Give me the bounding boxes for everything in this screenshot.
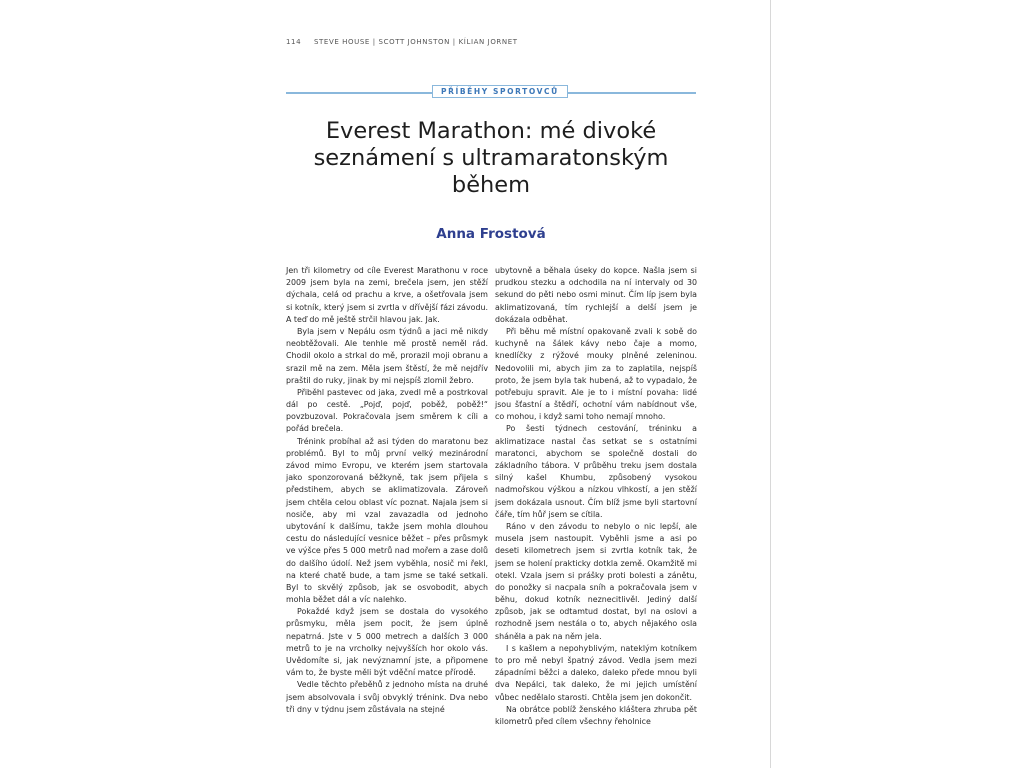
header-authors: STEVE HOUSE | SCOTT JOHNSTON | KÍLIAN JORNET [314,38,518,46]
title-line: Everest Marathon: mé divoké [325,118,657,144]
text-column-left [286,265,488,716]
paragraph: Při běhu mě místní opakovaně zvali k sobě do kuchyně na šálek kávy nebo čaje a momo, knedlíčky z rýžové mouky plněné zeleninou. Nedovolili mi, abych jim za to zaplatila, nejspíš proto, že jsem byla tak hubená, až to vypadalo, že potřebuju spravit. Ale je to i místní povaha: lidé jsou šťastní a štědří, ochotní vám nabídnout vše, co mohou, i když sami toho nemají mnoho. [495,326,697,422]
running-header [286,38,518,46]
article-title [290,118,692,199]
article-author: Anna Frostová [436,226,546,242]
paragraph: Jen tři kilometry od cíle Everest Marathonu v roce 2009 jsem byla na zemi, brečela jsem, jen stěží dýchala, celá od prachu a krve, a ošetřovala jsem si kotník, který jsem si zvrtla v dřívější fázi závodu. A teď do mě ještě strčil hlavou jak. Jak. [286,266,488,324]
title-line: seznámení s ultramaratonským [313,145,669,171]
paragraph: Přiběhl pastevec od jaka, zvedl mě a postrkoval dál po cestě. „Pojď, pojď, poběž, poběž!“ povzbuzoval. Pokračovala jsem směrem k cíli a pořád brečela. [286,387,488,434]
paragraph: Vedle těchto přeběhů z jednoho místa na druhé jsem absolvovala i svůj obvyklý trénink. Dva nebo tři dny v týdnu jsem zůstávala na stejné [286,680,488,714]
paragraph: ubytovně a běhala úseky do kopce. Našla jsem si prudkou stezku a odchodila na ní intervaly od 30 sekund do pěti nebo osmi minut. Čím líp jsem byla aklimatizovaná, tím rychlejší a delší jsem je dokázala odběhat. [495,266,697,324]
page-number: 114 [286,38,302,46]
page-edge [770,0,771,768]
paragraph: Na obrátce poblíž ženského kláštera zhruba pět kilometrů před cílem všechny řeholnice [495,704,697,726]
section-label: PŘÍBĚHY SPORTOVCŮ [432,85,568,98]
paragraph: Trénink probíhal až asi týden do maratonu bez problémů. Byl to můj první velký mezinárodní závod mimo Evropu, ve kterém jsem startovala jako sponzorovaná běžkyně, tak jsem přijela s předstihem, abych se aklimatizovala. Zároveň jsem chtěla celou oblast víc poznat. Najala jsem si nosiče, aby mi vzal zavazadla od jednoho ubytování k dalšímu, takže jsem mohla dlouhou cestu do následující vesnice běžet – přes průsmyk ve výšce přes 5 000 metrů nad mořem a zase dolů do dalšího údolí. Než jsem vyběhla, nosič mi řekl, na které chatě bude, a tam jsme se také setkali. Byl to skvělý způsob, jak se osvobodit, abych mohla běžet dál a víc nalehko. [286,436,488,605]
text-column-right [495,265,697,728]
paragraph: Ráno v den závodu to nebylo o nic lepší, ale musela jsem nastoupit. Vyběhli jsme a asi po deseti kilometrech jsem si zvrtla kotník tak, že jsem se holení prakticky dotkla země. Okamžitě mi otekl. Vzala jsem si prášky proti bolesti a zánětu, do ponožky si nacpala sníh a pokračovala jsem v běhu, dokud kotník neznecitlivěl. Jediný další způsob, jak se odtamtud dostat, byl na oslovi a rozhodně jsem nestála o to, abych nějakého osla sháněla a pak na něm jela. [495,521,697,641]
paragraph: Byla jsem v Nepálu osm týdnů a jaci mě nikdy neobtěžovali. Ale tenhle mě prostě neměl rád. Chodil okolo a strkal do mě, prorazil moji obranu a srazil mě na zem. Měla jsem štěstí, že mě nejdřív praštil do ruky, jinak by mi nejspíš zlomil žebro. [286,326,488,385]
paragraph: Pokaždé když jsem se dostala do vysokého průsmyku, měla jsem pocit, že jsem úplně nepatrná. Jste v 5 000 metrech a dalších 3 000 metrů to je na vrcholky nejvyšších hor okolo vás. Uvědomíte si, jak nevýznamní jste, a připomene vám to, že byste měli být vděční matce přírodě. [286,607,488,678]
paragraph: Po šesti týdnech cestování, tréninku a aklimatizace nastal čas setkat se s ostatními maratonci, abychom se společně dostali do základního tábora. V průběhu treku jsem dostala silný kašel Khumbu, způsobený vysokou nadmořskou výškou a nízkou vlhkostí, a jen stěží jsem dokázala usnout. Čím blíž jsme byli startovní čáře, tím hůř jsem se cítila. [495,424,697,519]
title-line: během [451,172,531,198]
paragraph: I s kašlem a nepohyblivým, nateklým kotníkem to pro mě nebyl špatný závod. Vedla jsem mezi západními běžci a daleko, daleko přede mnou byli dva Nepálci, tak daleko, že mi jejich umístění vůbec nedělalo starosti. Chtěla jsem jen dokončit. [495,643,697,702]
